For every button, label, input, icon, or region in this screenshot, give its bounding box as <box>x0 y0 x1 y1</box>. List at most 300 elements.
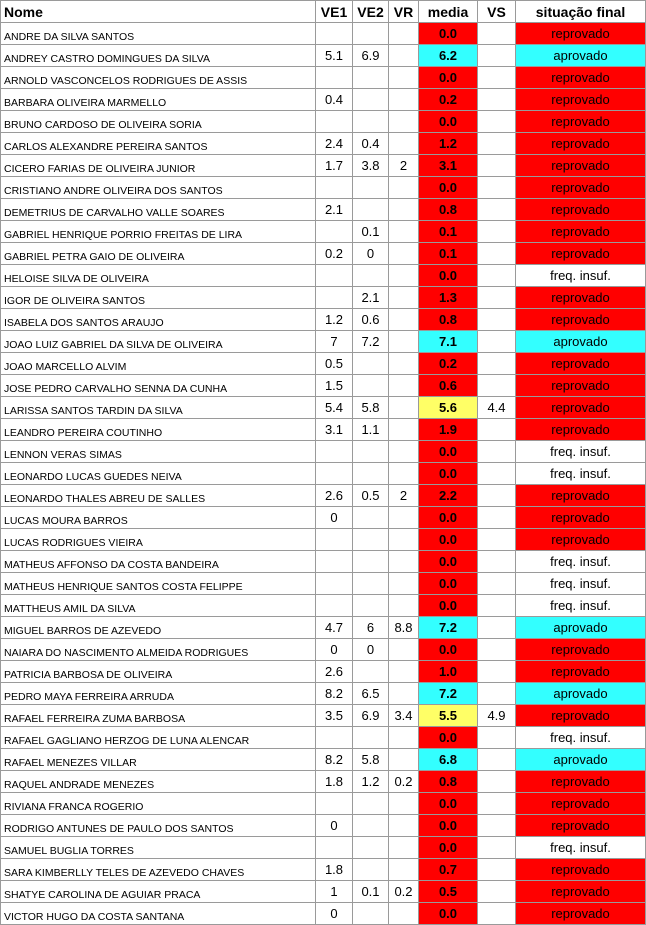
table-row <box>1 221 646 243</box>
cell-situacao: reprovado <box>516 793 646 815</box>
cell-nome: RIVIANA FRANCA ROGERIO <box>1 793 316 815</box>
cell-vr <box>389 793 419 815</box>
header-ve1: VE1 <box>316 1 353 23</box>
cell-media: 5.6 <box>419 397 478 419</box>
table-row <box>1 111 646 133</box>
cell-ve2: 0 <box>353 639 389 661</box>
cell-situacao: reprovado <box>516 815 646 837</box>
cell-ve2 <box>353 529 389 551</box>
table-row <box>1 705 646 727</box>
table-row <box>1 375 646 397</box>
cell-situacao: reprovado <box>516 353 646 375</box>
cell-media: 0.2 <box>419 89 478 111</box>
cell-vr: 0.2 <box>389 881 419 903</box>
cell-ve2 <box>353 551 389 573</box>
cell-nome: LUCAS RODRIGUES VIEIRA <box>1 529 316 551</box>
cell-situacao: reprovado <box>516 177 646 199</box>
cell-ve2 <box>353 837 389 859</box>
cell-ve2 <box>353 353 389 375</box>
cell-ve2: 0.4 <box>353 133 389 155</box>
cell-media: 0.0 <box>419 837 478 859</box>
cell-ve2 <box>353 727 389 749</box>
cell-situacao: reprovado <box>516 903 646 925</box>
table-row <box>1 331 646 353</box>
cell-ve1 <box>316 221 353 243</box>
cell-ve2 <box>353 815 389 837</box>
cell-vr <box>389 815 419 837</box>
table-row <box>1 155 646 177</box>
grades-body <box>1 23 646 925</box>
cell-situacao: reprovado <box>516 661 646 683</box>
cell-ve1: 0.2 <box>316 243 353 265</box>
cell-media: 6.2 <box>419 45 478 67</box>
cell-situacao: reprovado <box>516 485 646 507</box>
cell-ve1: 5.1 <box>316 45 353 67</box>
cell-ve2 <box>353 573 389 595</box>
cell-media: 2.2 <box>419 485 478 507</box>
cell-ve1: 0 <box>316 507 353 529</box>
cell-ve1: 4.7 <box>316 617 353 639</box>
cell-situacao: freq. insuf. <box>516 595 646 617</box>
cell-ve2: 6.9 <box>353 705 389 727</box>
cell-situacao: aprovado <box>516 617 646 639</box>
cell-nome: CARLOS ALEXANDRE PEREIRA SANTOS <box>1 133 316 155</box>
cell-ve1: 0 <box>316 903 353 925</box>
cell-vs <box>478 551 516 573</box>
cell-situacao: freq. insuf. <box>516 727 646 749</box>
cell-vs <box>478 771 516 793</box>
cell-ve1 <box>316 441 353 463</box>
table-row <box>1 287 646 309</box>
cell-ve1: 7 <box>316 331 353 353</box>
cell-nome: JOAO LUIZ GABRIEL DA SILVA DE OLIVEIRA <box>1 331 316 353</box>
cell-vs <box>478 463 516 485</box>
cell-ve1 <box>316 551 353 573</box>
cell-media: 5.5 <box>419 705 478 727</box>
table-row <box>1 837 646 859</box>
cell-nome: MATHEUS AFFONSO DA COSTA BANDEIRA <box>1 551 316 573</box>
cell-situacao: reprovado <box>516 199 646 221</box>
cell-media: 0.2 <box>419 353 478 375</box>
cell-nome: MIGUEL BARROS DE AZEVEDO <box>1 617 316 639</box>
cell-vs <box>478 243 516 265</box>
cell-media: 0.0 <box>419 111 478 133</box>
cell-nome: LEONARDO LUCAS GUEDES NEIVA <box>1 463 316 485</box>
cell-ve1: 0 <box>316 815 353 837</box>
cell-situacao: reprovado <box>516 221 646 243</box>
cell-nome: NAIARA DO NASCIMENTO ALMEIDA RODRIGUES <box>1 639 316 661</box>
table-row <box>1 441 646 463</box>
cell-nome: PATRICIA BARBOSA DE OLIVEIRA <box>1 661 316 683</box>
cell-situacao: reprovado <box>516 419 646 441</box>
cell-vs <box>478 859 516 881</box>
table-row <box>1 727 646 749</box>
cell-ve2: 6 <box>353 617 389 639</box>
cell-situacao: freq. insuf. <box>516 837 646 859</box>
cell-ve1 <box>316 265 353 287</box>
cell-situacao: reprovado <box>516 771 646 793</box>
cell-vs <box>478 749 516 771</box>
cell-vs <box>478 793 516 815</box>
cell-ve1: 1.8 <box>316 859 353 881</box>
cell-ve2 <box>353 793 389 815</box>
cell-ve1: 1.7 <box>316 155 353 177</box>
cell-nome: GABRIEL HENRIQUE PORRIO FREITAS DE LIRA <box>1 221 316 243</box>
header-nome: Nome <box>1 1 316 23</box>
cell-ve1 <box>316 529 353 551</box>
cell-nome: GABRIEL PETRA GAIO DE OLIVEIRA <box>1 243 316 265</box>
table-row <box>1 265 646 287</box>
cell-media: 0.0 <box>419 551 478 573</box>
cell-ve2: 0.1 <box>353 221 389 243</box>
cell-vs <box>478 837 516 859</box>
cell-vs <box>478 815 516 837</box>
cell-ve2 <box>353 903 389 925</box>
cell-situacao: aprovado <box>516 45 646 67</box>
cell-media: 1.0 <box>419 661 478 683</box>
table-row <box>1 309 646 331</box>
table-row <box>1 661 646 683</box>
cell-media: 3.1 <box>419 155 478 177</box>
cell-vr <box>389 859 419 881</box>
cell-ve2 <box>353 89 389 111</box>
cell-media: 1.3 <box>419 287 478 309</box>
table-row <box>1 749 646 771</box>
header-ve2: VE2 <box>353 1 389 23</box>
cell-vs <box>478 353 516 375</box>
cell-ve1 <box>316 463 353 485</box>
cell-nome: ARNOLD VASCONCELOS RODRIGUES DE ASSIS <box>1 67 316 89</box>
cell-media: 7.2 <box>419 683 478 705</box>
cell-vr <box>389 595 419 617</box>
cell-media: 0.0 <box>419 441 478 463</box>
cell-vr <box>389 551 419 573</box>
cell-situacao: reprovado <box>516 881 646 903</box>
table-row <box>1 617 646 639</box>
cell-vs <box>478 507 516 529</box>
cell-nome: RODRIGO ANTUNES DE PAULO DOS SANTOS <box>1 815 316 837</box>
cell-ve2: 5.8 <box>353 397 389 419</box>
table-row <box>1 353 646 375</box>
cell-nome: BARBARA OLIVEIRA MARMELLO <box>1 89 316 111</box>
cell-vs <box>478 375 516 397</box>
cell-situacao: reprovado <box>516 639 646 661</box>
cell-ve2: 7.2 <box>353 331 389 353</box>
cell-vs <box>478 111 516 133</box>
table-row <box>1 133 646 155</box>
cell-ve1: 5.4 <box>316 397 353 419</box>
cell-situacao: aprovado <box>516 331 646 353</box>
cell-ve1 <box>316 573 353 595</box>
cell-vr <box>389 749 419 771</box>
cell-media: 0.7 <box>419 859 478 881</box>
cell-ve2 <box>353 199 389 221</box>
cell-ve1 <box>316 793 353 815</box>
cell-vr <box>389 529 419 551</box>
cell-vr <box>389 111 419 133</box>
cell-media: 6.8 <box>419 749 478 771</box>
cell-nome: JOAO MARCELLO ALVIM <box>1 353 316 375</box>
cell-nome: MATTHEUS AMIL DA SILVA <box>1 595 316 617</box>
cell-nome: BRUNO CARDOSO DE OLIVEIRA SORIA <box>1 111 316 133</box>
cell-vs <box>478 727 516 749</box>
cell-media: 0.0 <box>419 903 478 925</box>
table-row <box>1 419 646 441</box>
cell-ve2 <box>353 507 389 529</box>
cell-media: 0.0 <box>419 507 478 529</box>
cell-ve1: 2.1 <box>316 199 353 221</box>
cell-situacao: aprovado <box>516 683 646 705</box>
cell-ve2 <box>353 661 389 683</box>
cell-nome: LENNON VERAS SIMAS <box>1 441 316 463</box>
cell-vr <box>389 133 419 155</box>
table-row <box>1 45 646 67</box>
cell-nome: PEDRO MAYA FERREIRA ARRUDA <box>1 683 316 705</box>
cell-vr <box>389 463 419 485</box>
cell-nome: ANDRE DA SILVA SANTOS <box>1 23 316 45</box>
cell-nome: LARISSA SANTOS TARDIN DA SILVA <box>1 397 316 419</box>
table-row <box>1 23 646 45</box>
cell-vs <box>478 485 516 507</box>
cell-situacao: reprovado <box>516 375 646 397</box>
cell-nome: DEMETRIUS DE CARVALHO VALLE SOARES <box>1 199 316 221</box>
cell-vs <box>478 67 516 89</box>
cell-vs <box>478 529 516 551</box>
table-row <box>1 397 646 419</box>
cell-vr <box>389 375 419 397</box>
cell-vs <box>478 595 516 617</box>
cell-media: 0.0 <box>419 265 478 287</box>
cell-situacao: reprovado <box>516 529 646 551</box>
cell-ve1 <box>316 23 353 45</box>
cell-situacao: reprovado <box>516 23 646 45</box>
cell-vs <box>478 23 516 45</box>
cell-ve1: 3.5 <box>316 705 353 727</box>
cell-ve1: 0.5 <box>316 353 353 375</box>
cell-media: 0.1 <box>419 221 478 243</box>
cell-vr <box>389 683 419 705</box>
cell-ve2 <box>353 463 389 485</box>
table-row <box>1 89 646 111</box>
cell-media: 0.0 <box>419 639 478 661</box>
cell-vs <box>478 331 516 353</box>
table-row <box>1 595 646 617</box>
cell-nome: RAFAEL FERREIRA ZUMA BARBOSA <box>1 705 316 727</box>
cell-vr <box>389 67 419 89</box>
cell-nome: ANDREY CASTRO DOMINGUES DA SILVA <box>1 45 316 67</box>
cell-ve1: 0 <box>316 639 353 661</box>
cell-vr <box>389 199 419 221</box>
header-vr: VR <box>389 1 419 23</box>
cell-vr <box>389 353 419 375</box>
cell-ve2 <box>353 177 389 199</box>
cell-vs <box>478 309 516 331</box>
cell-ve1 <box>316 595 353 617</box>
table-row <box>1 67 646 89</box>
cell-ve1 <box>316 67 353 89</box>
table-row <box>1 859 646 881</box>
cell-media: 0.1 <box>419 243 478 265</box>
cell-vr: 3.4 <box>389 705 419 727</box>
cell-ve1: 3.1 <box>316 419 353 441</box>
cell-ve1: 1.5 <box>316 375 353 397</box>
cell-vr <box>389 573 419 595</box>
cell-nome: MATHEUS HENRIQUE SANTOS COSTA FELIPPE <box>1 573 316 595</box>
cell-nome: IGOR DE OLIVEIRA SANTOS <box>1 287 316 309</box>
cell-nome: RAFAEL GAGLIANO HERZOG DE LUNA ALENCAR <box>1 727 316 749</box>
cell-nome: LUCAS MOURA BARROS <box>1 507 316 529</box>
cell-ve1: 2.4 <box>316 133 353 155</box>
cell-ve2: 0.1 <box>353 881 389 903</box>
cell-media: 0.0 <box>419 815 478 837</box>
cell-media: 0.8 <box>419 199 478 221</box>
cell-vr: 2 <box>389 485 419 507</box>
cell-vr <box>389 265 419 287</box>
cell-media: 0.8 <box>419 309 478 331</box>
table-row <box>1 507 646 529</box>
table-row <box>1 199 646 221</box>
cell-vr <box>389 397 419 419</box>
cell-nome: SHATYE CAROLINA DE AGUIAR PRACA <box>1 881 316 903</box>
cell-vr <box>389 243 419 265</box>
cell-ve2 <box>353 595 389 617</box>
cell-nome: ISABELA DOS SANTOS ARAUJO <box>1 309 316 331</box>
cell-nome: LEONARDO THALES ABREU DE SALLES <box>1 485 316 507</box>
cell-vr <box>389 661 419 683</box>
cell-situacao: reprovado <box>516 507 646 529</box>
cell-vs <box>478 287 516 309</box>
cell-media: 0.0 <box>419 529 478 551</box>
table-row <box>1 903 646 925</box>
cell-ve1: 1 <box>316 881 353 903</box>
cell-ve2: 5.8 <box>353 749 389 771</box>
cell-nome: CRISTIANO ANDRE OLIVEIRA DOS SANTOS <box>1 177 316 199</box>
table-row <box>1 529 646 551</box>
cell-vs <box>478 155 516 177</box>
table-row <box>1 573 646 595</box>
cell-nome: RAFAEL MENEZES VILLAR <box>1 749 316 771</box>
cell-ve2: 0 <box>353 243 389 265</box>
cell-ve1: 0.4 <box>316 89 353 111</box>
cell-vr <box>389 287 419 309</box>
cell-ve1 <box>316 287 353 309</box>
cell-vs <box>478 265 516 287</box>
cell-situacao: freq. insuf. <box>516 573 646 595</box>
cell-situacao: freq. insuf. <box>516 463 646 485</box>
table-row <box>1 485 646 507</box>
cell-vs <box>478 419 516 441</box>
cell-situacao: reprovado <box>516 155 646 177</box>
cell-vr <box>389 221 419 243</box>
cell-nome: RAQUEL ANDRADE MENEZES <box>1 771 316 793</box>
cell-vr <box>389 23 419 45</box>
cell-ve1: 8.2 <box>316 683 353 705</box>
cell-ve1 <box>316 837 353 859</box>
cell-media: 7.1 <box>419 331 478 353</box>
cell-vs <box>478 221 516 243</box>
cell-media: 0.0 <box>419 23 478 45</box>
cell-media: 0.0 <box>419 463 478 485</box>
cell-vr: 8.8 <box>389 617 419 639</box>
cell-vs <box>478 661 516 683</box>
cell-ve2 <box>353 265 389 287</box>
table-row <box>1 793 646 815</box>
cell-vs <box>478 903 516 925</box>
cell-media: 0.0 <box>419 177 478 199</box>
cell-media: 0.8 <box>419 771 478 793</box>
cell-nome: LEANDRO PEREIRA COUTINHO <box>1 419 316 441</box>
cell-situacao: reprovado <box>516 309 646 331</box>
cell-ve2: 2.1 <box>353 287 389 309</box>
cell-media: 0.0 <box>419 573 478 595</box>
cell-vs <box>478 89 516 111</box>
cell-vr <box>389 507 419 529</box>
cell-ve2: 0.5 <box>353 485 389 507</box>
cell-vr <box>389 177 419 199</box>
cell-nome: JOSE PEDRO CARVALHO SENNA DA CUNHA <box>1 375 316 397</box>
cell-vr <box>389 903 419 925</box>
cell-vs <box>478 177 516 199</box>
cell-ve2: 0.6 <box>353 309 389 331</box>
cell-ve2 <box>353 859 389 881</box>
cell-ve1 <box>316 727 353 749</box>
cell-vr <box>389 441 419 463</box>
cell-media: 0.0 <box>419 727 478 749</box>
cell-nome: CICERO FARIAS DE OLIVEIRA JUNIOR <box>1 155 316 177</box>
cell-situacao: reprovado <box>516 859 646 881</box>
cell-ve2 <box>353 441 389 463</box>
cell-vr <box>389 331 419 353</box>
table-row <box>1 551 646 573</box>
cell-ve1: 2.6 <box>316 661 353 683</box>
cell-vr <box>389 45 419 67</box>
cell-ve2 <box>353 23 389 45</box>
cell-media: 0.0 <box>419 793 478 815</box>
cell-situacao: aprovado <box>516 749 646 771</box>
cell-vs <box>478 441 516 463</box>
cell-ve2: 3.8 <box>353 155 389 177</box>
cell-vs: 4.4 <box>478 397 516 419</box>
cell-nome: HELOISE SILVA DE OLIVEIRA <box>1 265 316 287</box>
header-row <box>1 1 646 23</box>
cell-ve2: 1.1 <box>353 419 389 441</box>
header-situacao: situação final <box>516 1 646 23</box>
cell-vr: 2 <box>389 155 419 177</box>
cell-situacao: reprovado <box>516 243 646 265</box>
cell-ve2: 6.5 <box>353 683 389 705</box>
cell-situacao: reprovado <box>516 67 646 89</box>
cell-media: 1.2 <box>419 133 478 155</box>
cell-nome: SARA KIMBERLLY TELES DE AZEVEDO CHAVES <box>1 859 316 881</box>
cell-situacao: freq. insuf. <box>516 265 646 287</box>
table-row <box>1 177 646 199</box>
cell-situacao: reprovado <box>516 89 646 111</box>
table-row <box>1 683 646 705</box>
cell-ve2 <box>353 375 389 397</box>
cell-vr: 0.2 <box>389 771 419 793</box>
cell-media: 0.6 <box>419 375 478 397</box>
cell-situacao: reprovado <box>516 705 646 727</box>
header-vs: VS <box>478 1 516 23</box>
cell-vs <box>478 881 516 903</box>
cell-vs <box>478 617 516 639</box>
cell-ve2 <box>353 67 389 89</box>
cell-situacao: freq. insuf. <box>516 441 646 463</box>
cell-ve1: 1.8 <box>316 771 353 793</box>
cell-ve2: 1.2 <box>353 771 389 793</box>
cell-ve1: 1.2 <box>316 309 353 331</box>
cell-ve2: 6.9 <box>353 45 389 67</box>
